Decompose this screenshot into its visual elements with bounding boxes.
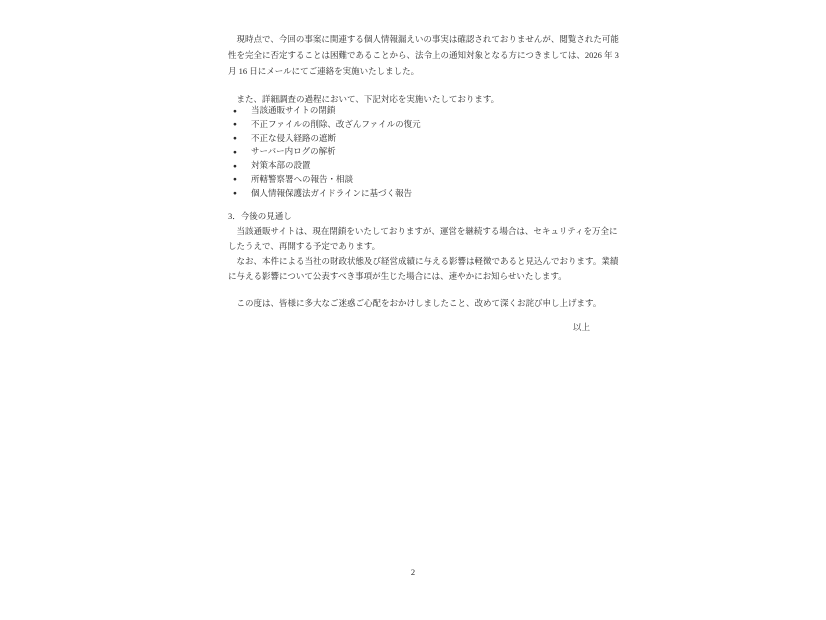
bullet-item (228, 104, 600, 118)
bullet-item (228, 173, 600, 187)
bullet-item (228, 118, 600, 132)
outlook-paragraph (228, 224, 618, 254)
bullet-icon: ● (233, 121, 237, 129)
bullet-icon: ● (233, 107, 237, 115)
text-line: に与える影響について公表すべき事項が生じた場合には、速やかにお知らせいたします。 (228, 271, 567, 281)
section-heading-outlook (228, 209, 600, 224)
bullet-item-label: 所轄警察署への報告・相談 (251, 173, 354, 184)
financial-impact-paragraph (228, 254, 619, 284)
text-line: 現時点で、今回の事案に関連する個人情報漏えいの事実は確認されておりませんが、閲覧された可能 (228, 34, 619, 44)
text-line: したうえで、再開する予定であります。 (228, 241, 381, 251)
closing-mark (228, 320, 600, 335)
bullet-item-label: 当該通販サイトの閉鎖 (251, 105, 336, 115)
bullet-item (228, 132, 600, 146)
page-number: 2 (410, 567, 416, 577)
apology-paragraph (228, 296, 600, 311)
text-line: また、詳細調査の過程において、下記対応を実施いたしております。 (228, 94, 500, 104)
bullet-item-label: 対策本部の設置 (251, 160, 311, 171)
bullet-item-label: サーバー内ログの解析 (251, 146, 336, 157)
notification-paragraph (228, 31, 619, 79)
bullet-item-label: 個人情報保護法ガイドラインに基づく報告 (251, 187, 412, 198)
bullet-item-label: 不正ファイルの削除、改ざんファイルの復元 (251, 118, 421, 129)
text-line: 月 16 日にメールにてご連絡を実施いたしました。 (228, 66, 420, 76)
closing-label: 以上 (572, 322, 590, 332)
section-heading-label: 3．今後の見通し (228, 211, 292, 221)
bullet-icon: ● (233, 162, 237, 170)
text-line: この度は、皆様に多大なご迷惑ご心配をおかけしましたこと、改めて深くお詫び申し上げます。 (228, 298, 602, 308)
bullet-icon: ● (233, 176, 237, 184)
bullet-icon: ● (233, 148, 237, 156)
bullet-item (228, 145, 600, 159)
text-line: 当該通販サイトは、現在閉鎖をいたしておりますが、運営を継続する場合は、セキュリティを万全に (228, 226, 618, 236)
bullet-item (228, 187, 600, 201)
text-line: 性を完全に否定することは困難であることから、法令上の通知対象となる方につきましては、2026 年 3 (228, 50, 619, 60)
bullet-icon: ● (233, 135, 237, 143)
text-line: なお、本件による当社の財政状態及び経営成績に与える影響は軽微であると見込んでおります。業績 (228, 256, 619, 266)
bullet-item (228, 159, 600, 173)
bullet-item-label: 不正な侵入経路の遮断 (251, 132, 337, 143)
response-bullet-list (228, 104, 600, 201)
bullet-icon: ● (233, 190, 237, 198)
